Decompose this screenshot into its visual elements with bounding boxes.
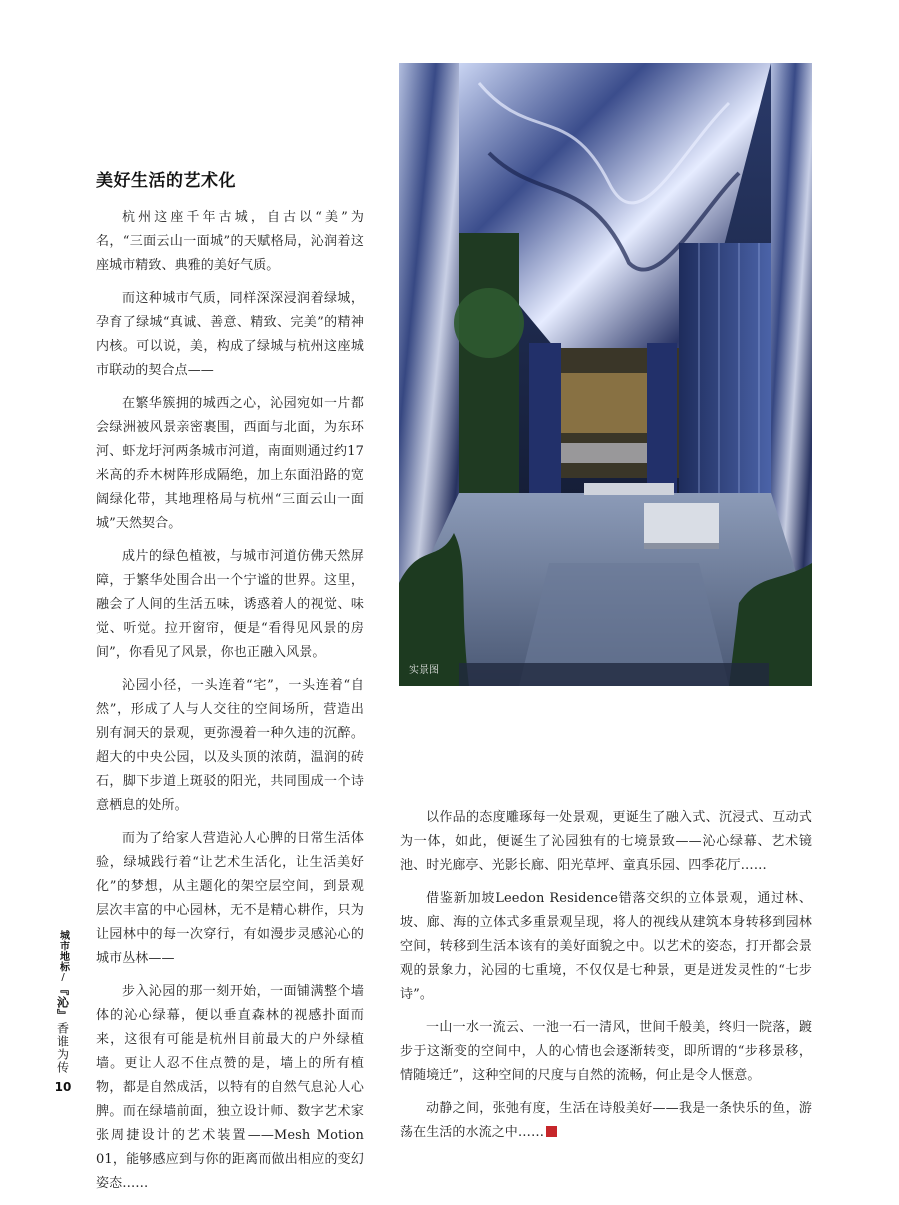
right-column: [400, 806, 812, 1154]
paragraph: 而这种城市气质，同样深深浸润着绿城，孕育了绿城“真诚、善意、精致、完美”的精神内核。可以说，美，构成了绿城与杭州这座城市联动的契合点——: [96, 291, 364, 378]
sidebar-running-head: [52, 930, 74, 1094]
courtyard-photo: [399, 63, 812, 686]
photo-caption: 实景图: [409, 665, 439, 676]
end-mark: [546, 1126, 557, 1137]
page-number: 10: [54, 1080, 72, 1094]
paragraph: 借鉴新加坡Leedon Residence错落交织的立体景观，通过林、坡、廊、海的立体式多重景观呈现，将人的视线从建筑本身转移到园林空间，转移到生活本该有的美好面貌之中。以艺术的姿态，打开都会景观的景象力，沁园的七重境，不仅仅是七种景，更是迸发灵性的“七步诗”。: [400, 891, 812, 1002]
paragraph: 在繁华簇拥的城西之心，沁园宛如一片都会绿洲被风景亲密裹围，西面与北面，为东环河、虾龙圩河两条城市河道，南面则通过约17米高的乔木树阵形成隔绝，加上东面沿路的宽阔绿化带，其地理格局与杭州“三面云山一面城”天然契合。: [96, 396, 364, 531]
left-column: [96, 206, 364, 1205]
paragraph: 步入沁园的那一刻开始，一面铺满整个墙体的沁心绿幕，便以垂直森林的视感扑面而来，这很有可能是杭州目前最大的户外绿植墙。更让人忍不住点赞的是，墙上的所有植物，都是自然成活，以特有的自然气息沁人心脾。而在绿墙前面，独立设计师、数字艺术家张周捷设计的艺术装置——Mesh Motion 01，能够感应到与你的距离而做出相应的变幻姿态……: [96, 984, 364, 1191]
paragraph: 沁园小径，一头连着“宅”，一头连着“自然”，形成了人与人交往的空间场所，营造出别有洞天的景观，更弥漫着一种久违的沉醉。超大的中央公园，以及头顶的浓荫，温润的砖石，脚下步道上斑驳的阳光，共同围成一个诗意栖息的处所。: [96, 678, 364, 813]
sidebar-separator: /: [57, 972, 69, 983]
paragraph: 杭州这座千年古城，自古以“美”为名，“三面云山一面城”的天赋格局，沁润着这座城市精致、典雅的美好气质。: [96, 210, 364, 273]
sidebar-magazine: 『沁』: [55, 983, 70, 1022]
paragraph: [400, 1097, 812, 1145]
sidebar-brand: 城市地标: [57, 930, 69, 972]
sidebar-series: 香谁为传: [55, 1022, 70, 1074]
photo-illustration: [399, 63, 812, 686]
paragraph: 以作品的态度雕琢每一处景观，更诞生了融入式、沉浸式、互动式为一体，如此，便诞生了沁园独有的七境景致——沁心绿幕、艺术镜池、时光廊亭、光影长廊、阳光草坪、童真乐园、四季花厅……: [400, 810, 812, 873]
final-paragraph-text: 动静之间，张弛有度，生活在诗般美好——我是一条快乐的鱼，游荡在生活的水流之中……: [400, 1101, 812, 1140]
paragraph: 而为了给家人营造沁人心脾的日常生活体验，绿城践行着“让艺术生活化，让生活美好化”的梦想，从主题化的架空层空间，到景观层次丰富的中心园林，无不是精心耕作，只为让园林中的每一次穿行，有如漫步灵感沁心的城市丛林——: [96, 831, 364, 966]
article-heading: 美好生活的艺术化: [96, 171, 236, 191]
paragraph: 一山一水一流云、一池一石一清风，世间千般美，终归一院落，踱步于这渐变的空间中，人的心情也会逐渐转变，即所谓的“步移景移，情随境迁”，这种空间的尺度与自然的流畅，何止是令人惬意。: [400, 1020, 812, 1083]
paragraph: 成片的绿色植被，与城市河道仿佛天然屏障，于繁华处围合出一个宁谧的世界。这里，融会了人间的生活五味，诱惑着人的视觉、味觉、听觉。拉开窗帘，便是“看得见风景的房间”，你看见了风景，你也正融入风景。: [96, 549, 364, 660]
